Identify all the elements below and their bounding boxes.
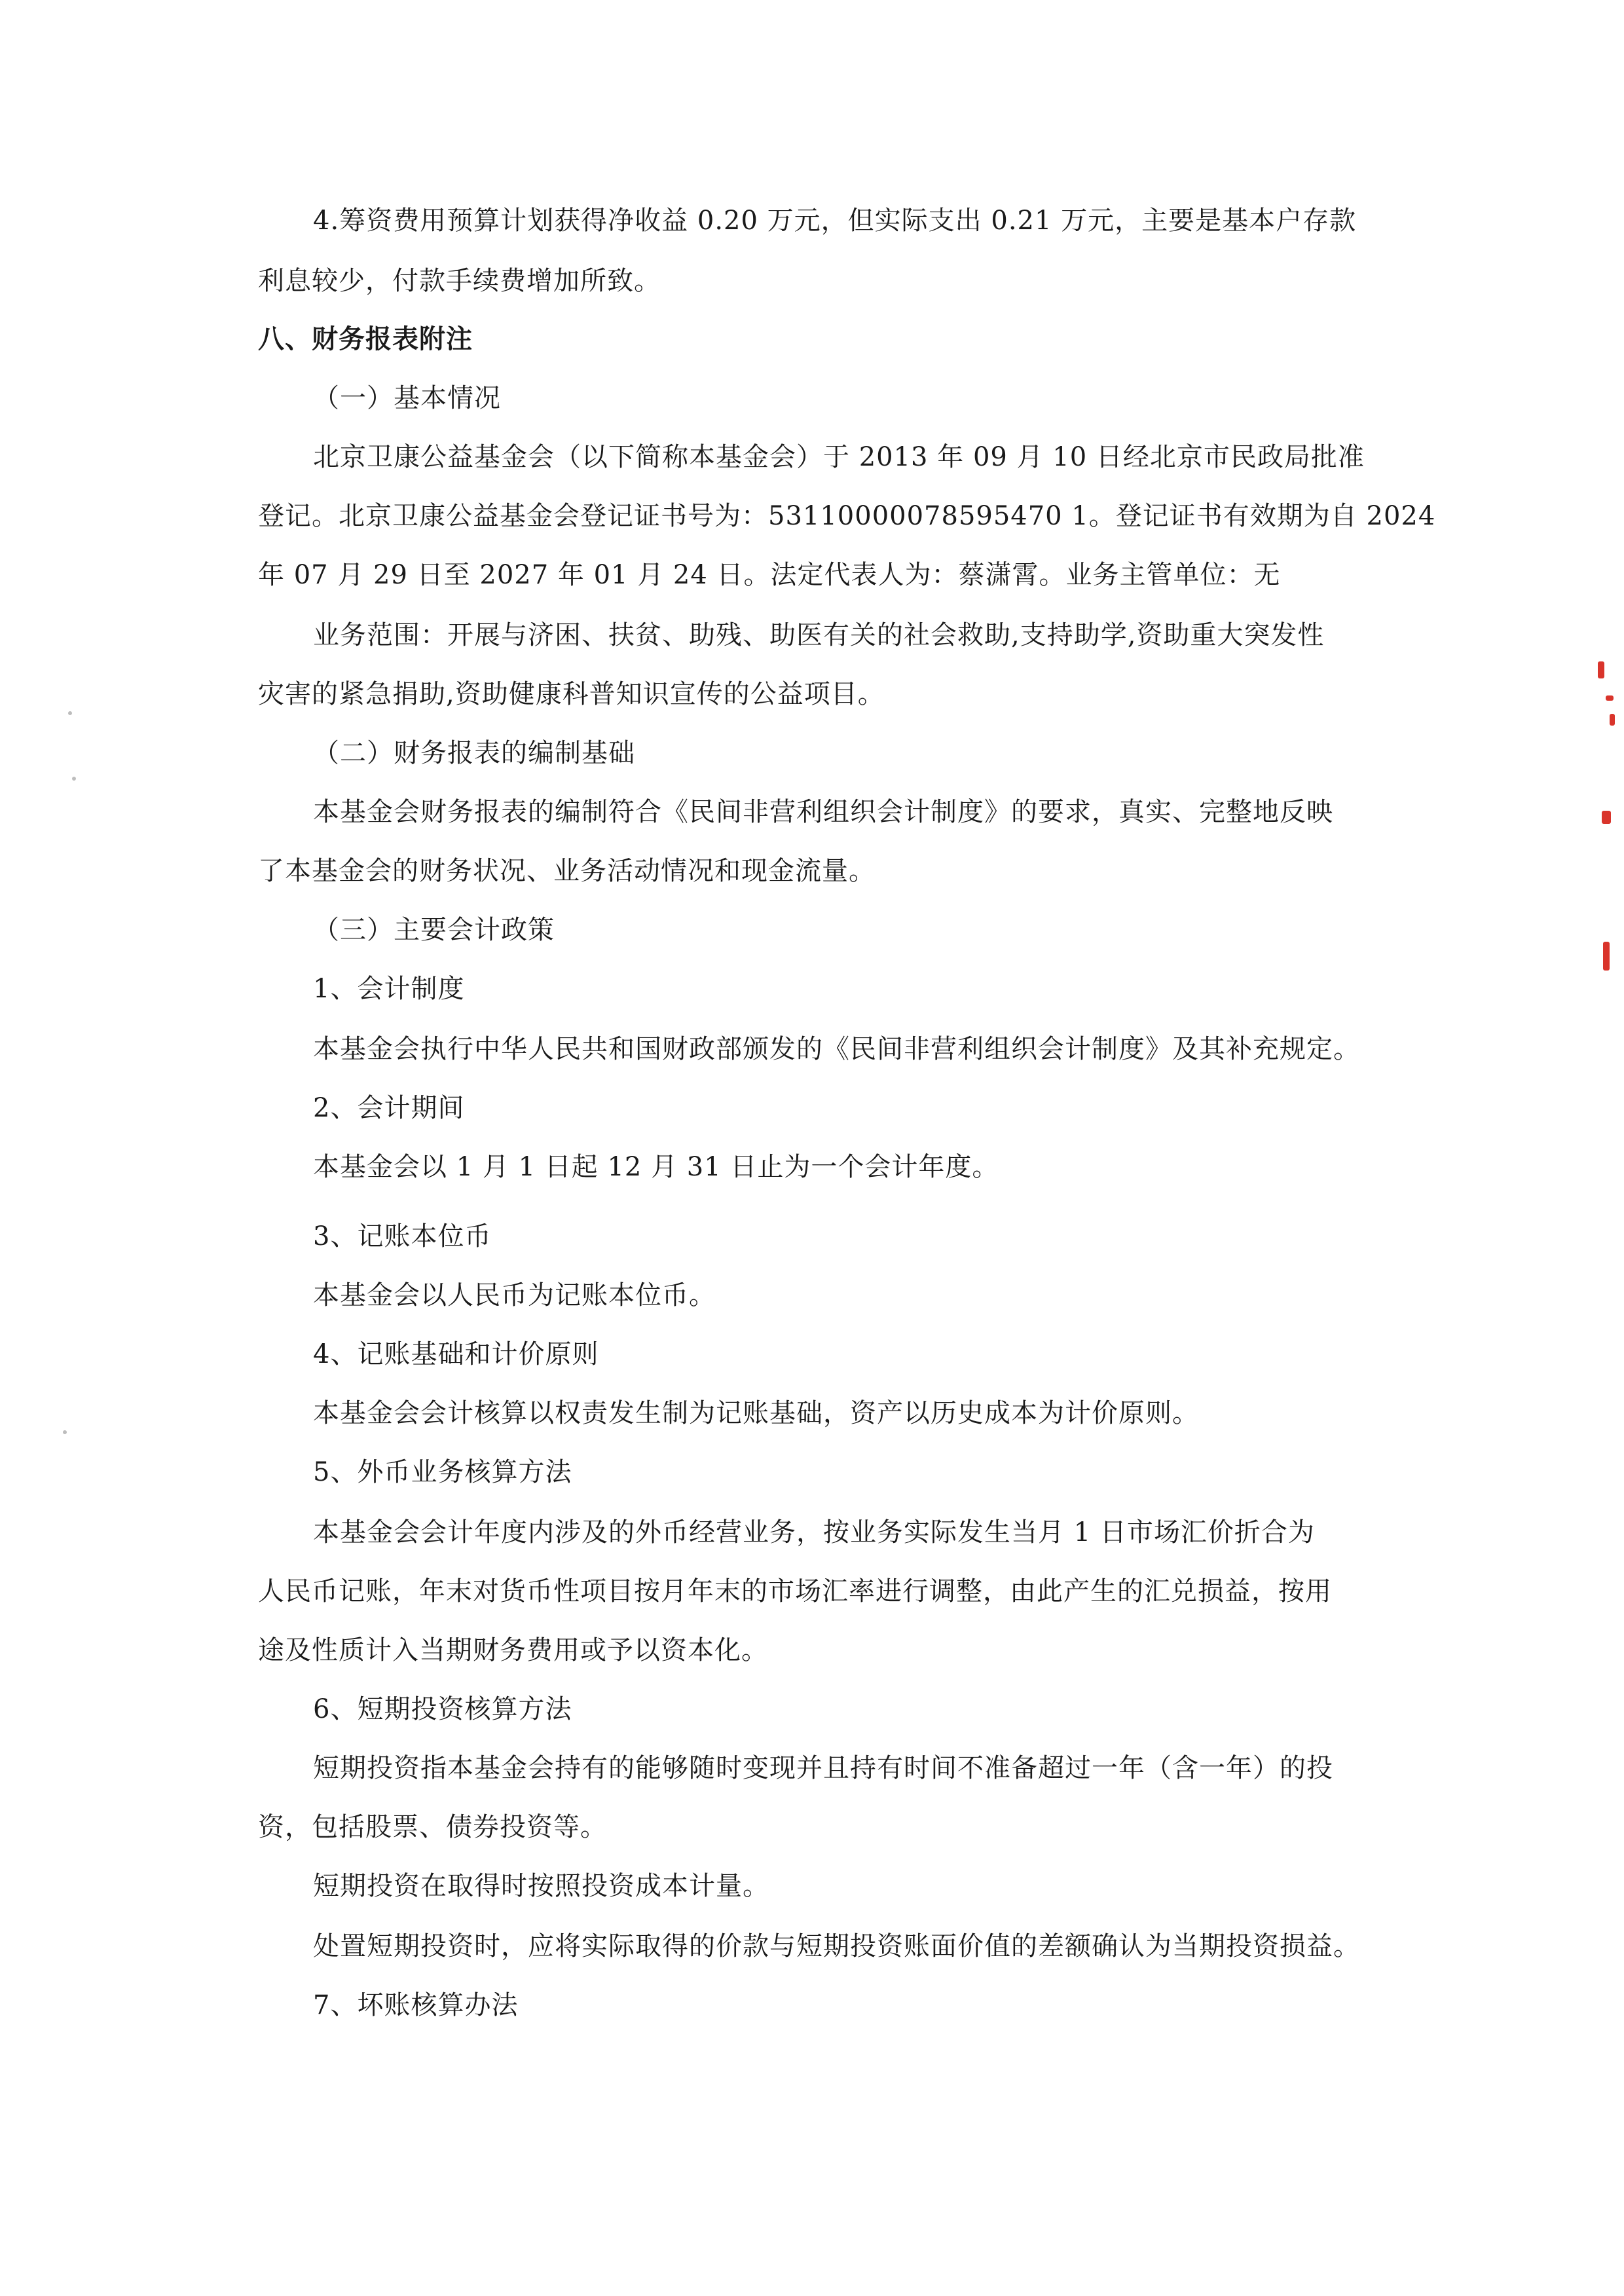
subsection-heading: （三）主要会计政策 bbox=[313, 915, 555, 945]
paragraph-line: 短期投资指本基金会持有的能够随时变现并且持有时间不准备超过一年（含一年）的投 bbox=[313, 1753, 1333, 1783]
paragraph-line: 4.筹资费用预算计划获得净收益 0.20 万元，但实际支出 0.21 万元，主要是基本户存款 bbox=[313, 206, 1357, 236]
paragraph-line: 途及性质计入当期财务费用或予以资本化。 bbox=[258, 1635, 768, 1665]
paragraph-line: 本基金会会计核算以权责发生制为记账基础，资产以历史成本为计价原则。 bbox=[313, 1398, 1199, 1428]
seal-fragment bbox=[1610, 714, 1615, 726]
item-heading: 6、短期投资核算方法 bbox=[313, 1694, 572, 1724]
paragraph-line: 年 07 月 29 日至 2027 年 01 月 24 日。法定代表人为：蔡潇霄。业务主管单位：无 bbox=[258, 560, 1281, 590]
paragraph-line: 了本基金会的财务状况、业务活动情况和现金流量。 bbox=[258, 856, 876, 886]
item-heading: 1、会计制度 bbox=[313, 974, 465, 1004]
subsection-heading: （一）基本情况 bbox=[313, 383, 501, 413]
section-heading: 八、财务报表附注 bbox=[258, 324, 473, 354]
paragraph-line: 本基金会以 1 月 1 日起 12 月 31 日止为一个会计年度。 bbox=[313, 1152, 999, 1182]
seal-fragment bbox=[1598, 661, 1604, 678]
item-heading: 3、记账本位币 bbox=[313, 1221, 492, 1251]
paragraph-line: 登记。北京卫康公益基金会登记证书号为：53110000078595470 1。登记证书有效期为自 2024 bbox=[258, 501, 1436, 531]
item-heading: 2、会计期间 bbox=[313, 1093, 465, 1123]
seal-fragment bbox=[1606, 695, 1614, 701]
scan-speck bbox=[68, 711, 72, 715]
paragraph-line: 资，包括股票、债券投资等。 bbox=[258, 1812, 607, 1842]
item-heading: 4、记账基础和计价原则 bbox=[313, 1339, 599, 1369]
item-heading: 7、坏账核算办法 bbox=[313, 1990, 519, 2020]
seal-fragment bbox=[1603, 942, 1610, 971]
paragraph-line: 短期投资在取得时按照投资成本计量。 bbox=[313, 1871, 769, 1901]
paragraph-line: 本基金会执行中华人民共和国财政部颁发的《民间非营利组织会计制度》及其补充规定。 bbox=[313, 1034, 1360, 1064]
paragraph-line: 灾害的紧急捐助,资助健康科普知识宣传的公益项目。 bbox=[258, 679, 885, 709]
paragraph-line: 人民币记账，年末对货币性项目按月年末的市场汇率进行调整，由此产生的汇兑损益，按用 bbox=[258, 1576, 1332, 1606]
paragraph-line: 业务范围：开展与济困、扶贫、助残、助医有关的社会救助,支持助学,资助重大突发性 bbox=[313, 620, 1325, 650]
seal-fragment bbox=[1602, 811, 1611, 824]
paragraph-line: 处置短期投资时，应将实际取得的价款与短期投资账面价值的差额确认为当期投资损益。 bbox=[313, 1931, 1360, 1961]
paragraph-line: 本基金会以人民币为记账本位币。 bbox=[313, 1280, 716, 1310]
paragraph-line: 北京卫康公益基金会（以下简称本基金会）于 2013 年 09 月 10 日经北京市民政局批准 bbox=[313, 442, 1365, 472]
paragraph-line: 本基金会财务报表的编制符合《民间非营利组织会计制度》的要求，真实、完整地反映 bbox=[313, 797, 1333, 827]
paragraph-line: 本基金会会计年度内涉及的外币经营业务，按业务实际发生当月 1 日市场汇价折合为 bbox=[313, 1517, 1315, 1547]
subsection-heading: （二）财务报表的编制基础 bbox=[313, 738, 635, 768]
scan-speck bbox=[63, 1430, 67, 1434]
item-heading: 5、外币业务核算方法 bbox=[313, 1457, 572, 1487]
paragraph-line: 利息较少，付款手续费增加所致。 bbox=[258, 266, 661, 296]
scan-speck bbox=[72, 777, 76, 781]
